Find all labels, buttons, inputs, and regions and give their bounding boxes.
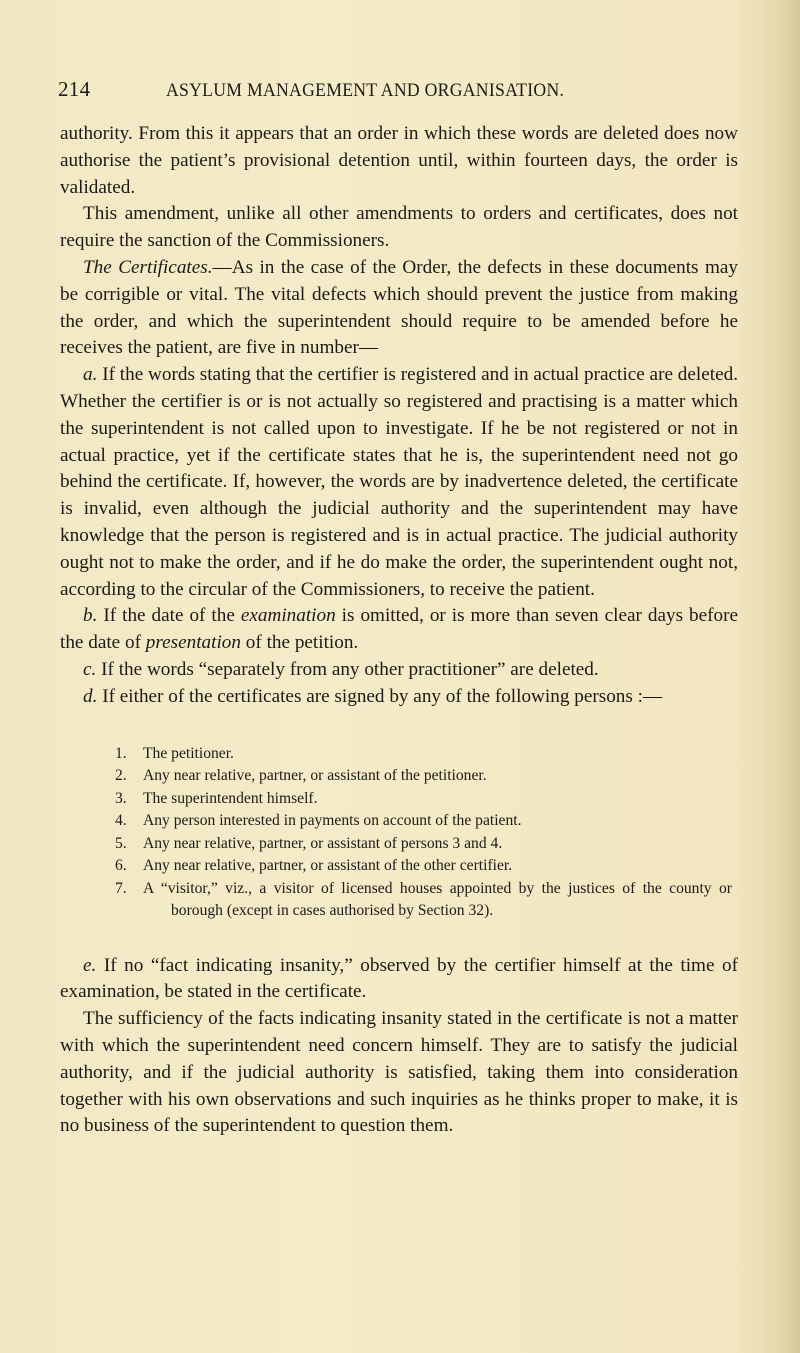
paragraph-sufficiency: The sufficiency of the facts indicating insanity stated in the certificate is not a matter with which the superintendent need concern himself. They are to satisfy the judicial authority, and if the judicial authority is satisfied, taking them into consideration together with his own observations and such inquiries as he thinks proper to make, it is no business of the superintendent to question them. bbox=[60, 1008, 738, 1137]
defect-c-text: If the words “separately from any other practitioner” are deleted. bbox=[101, 658, 599, 680]
defect-b-text-cont: is omitted, or is more than seven clear days before the date of bbox=[60, 605, 739, 654]
list-item-number: 6. bbox=[115, 857, 127, 875]
list-item bbox=[60, 878, 738, 923]
defect-a-marker: a. bbox=[83, 364, 98, 386]
list-item-number: 5. bbox=[115, 834, 127, 852]
list-item-text: The superintendent himself. bbox=[143, 789, 318, 807]
list-item-text: The petitioner. bbox=[143, 744, 234, 762]
list-item-text: A “visitor,” viz., a visitor of licensed houses appointed by the justices of the county or borough (except in cases authorised by Section 32). bbox=[143, 879, 732, 920]
defect-d-marker: d. bbox=[83, 685, 98, 707]
section-heading-certificates: The Certificates. bbox=[83, 256, 213, 278]
page-number: 214 bbox=[58, 77, 91, 101]
paragraph-certificates bbox=[60, 255, 738, 362]
paragraph-amendment: This amendment, unlike all other amendments to orders and certificates, does not require the sanction of the Commissioners. bbox=[60, 203, 738, 252]
list-item-text: Any near relative, partner, or assistant of the other certifier. bbox=[143, 857, 513, 875]
defect-b-marker: b. bbox=[83, 605, 98, 627]
list-item bbox=[60, 810, 738, 833]
defect-e bbox=[60, 953, 738, 1007]
list-item bbox=[60, 833, 738, 856]
list-item-number: 1. bbox=[115, 744, 127, 762]
page-body bbox=[60, 121, 738, 1140]
defect-c-marker: c. bbox=[83, 658, 97, 680]
defect-a-text: If the words stating that the certifier is registered and in actual practice are deleted. Whether the certifier is or is not actually so registered and practising is a matter which the superintendent is not called upon to investigate. If he be not registered or not in actual practice, yet if the certificate states that he is, the superintendent need not go behind the certificate. If, however, the words are by inadvertence deleted, the certificate is invalid, even although the judicial authority and the superintendent may have knowledge that the person is registered and is in actual practice. The judicial authority ought not to make the order, and if he do make the order, the superintendent ought not, according to the circular of the Commissioners, to receive the patient. bbox=[60, 364, 738, 600]
list-item-number: 7. bbox=[115, 879, 127, 897]
emphasis-examination: examination bbox=[240, 605, 336, 627]
certificates-intro: —As in the case of the Order, the defects in these documents may be corrigible or vital. The vital defects which should prevent the justice from making the order, and which the superintendent should require to be amended before he receives the patient, are five in number— bbox=[60, 256, 738, 359]
list-item-number: 3. bbox=[115, 789, 127, 807]
defect-e-text: If no “fact indicating insanity,” observed by the certifier himself at the time of examination, be stated in the certificate. bbox=[60, 954, 739, 1003]
defect-b-text-end: of the petition. bbox=[241, 632, 359, 654]
running-head bbox=[58, 77, 758, 102]
list-item bbox=[60, 743, 738, 766]
list-item-number: 2. bbox=[115, 767, 127, 785]
defect-c bbox=[60, 657, 738, 684]
defect-b bbox=[60, 603, 738, 657]
defect-e-marker: e. bbox=[83, 954, 97, 976]
defect-d bbox=[60, 684, 738, 711]
running-title: ASYLUM MANAGEMENT AND ORGANISATION. bbox=[166, 80, 565, 101]
list-item bbox=[60, 788, 738, 811]
defect-d-text: If either of the certificates are signed by any of the following persons :— bbox=[102, 685, 663, 707]
list-item bbox=[60, 765, 738, 788]
emphasis-presentation: presentation bbox=[145, 632, 241, 654]
list-item-text: Any near relative, partner, or assistant of the petitioner. bbox=[143, 767, 487, 785]
list-item-text: Any person interested in payments on account of the patient. bbox=[143, 812, 522, 830]
defect-a bbox=[60, 362, 738, 603]
list-item bbox=[60, 855, 738, 878]
paragraph-authority: authority. From this it appears that an order in which these words are deleted does now authorise the patient’s provisional detention until, within fourteen days, the order is validated. bbox=[60, 123, 738, 198]
list-item-number: 4. bbox=[115, 812, 127, 830]
list-item-text: Any near relative, partner, or assistant of persons 3 and 4. bbox=[143, 834, 503, 852]
disqualified-persons-list bbox=[60, 743, 738, 923]
defect-b-text: If the date of the bbox=[103, 605, 241, 627]
